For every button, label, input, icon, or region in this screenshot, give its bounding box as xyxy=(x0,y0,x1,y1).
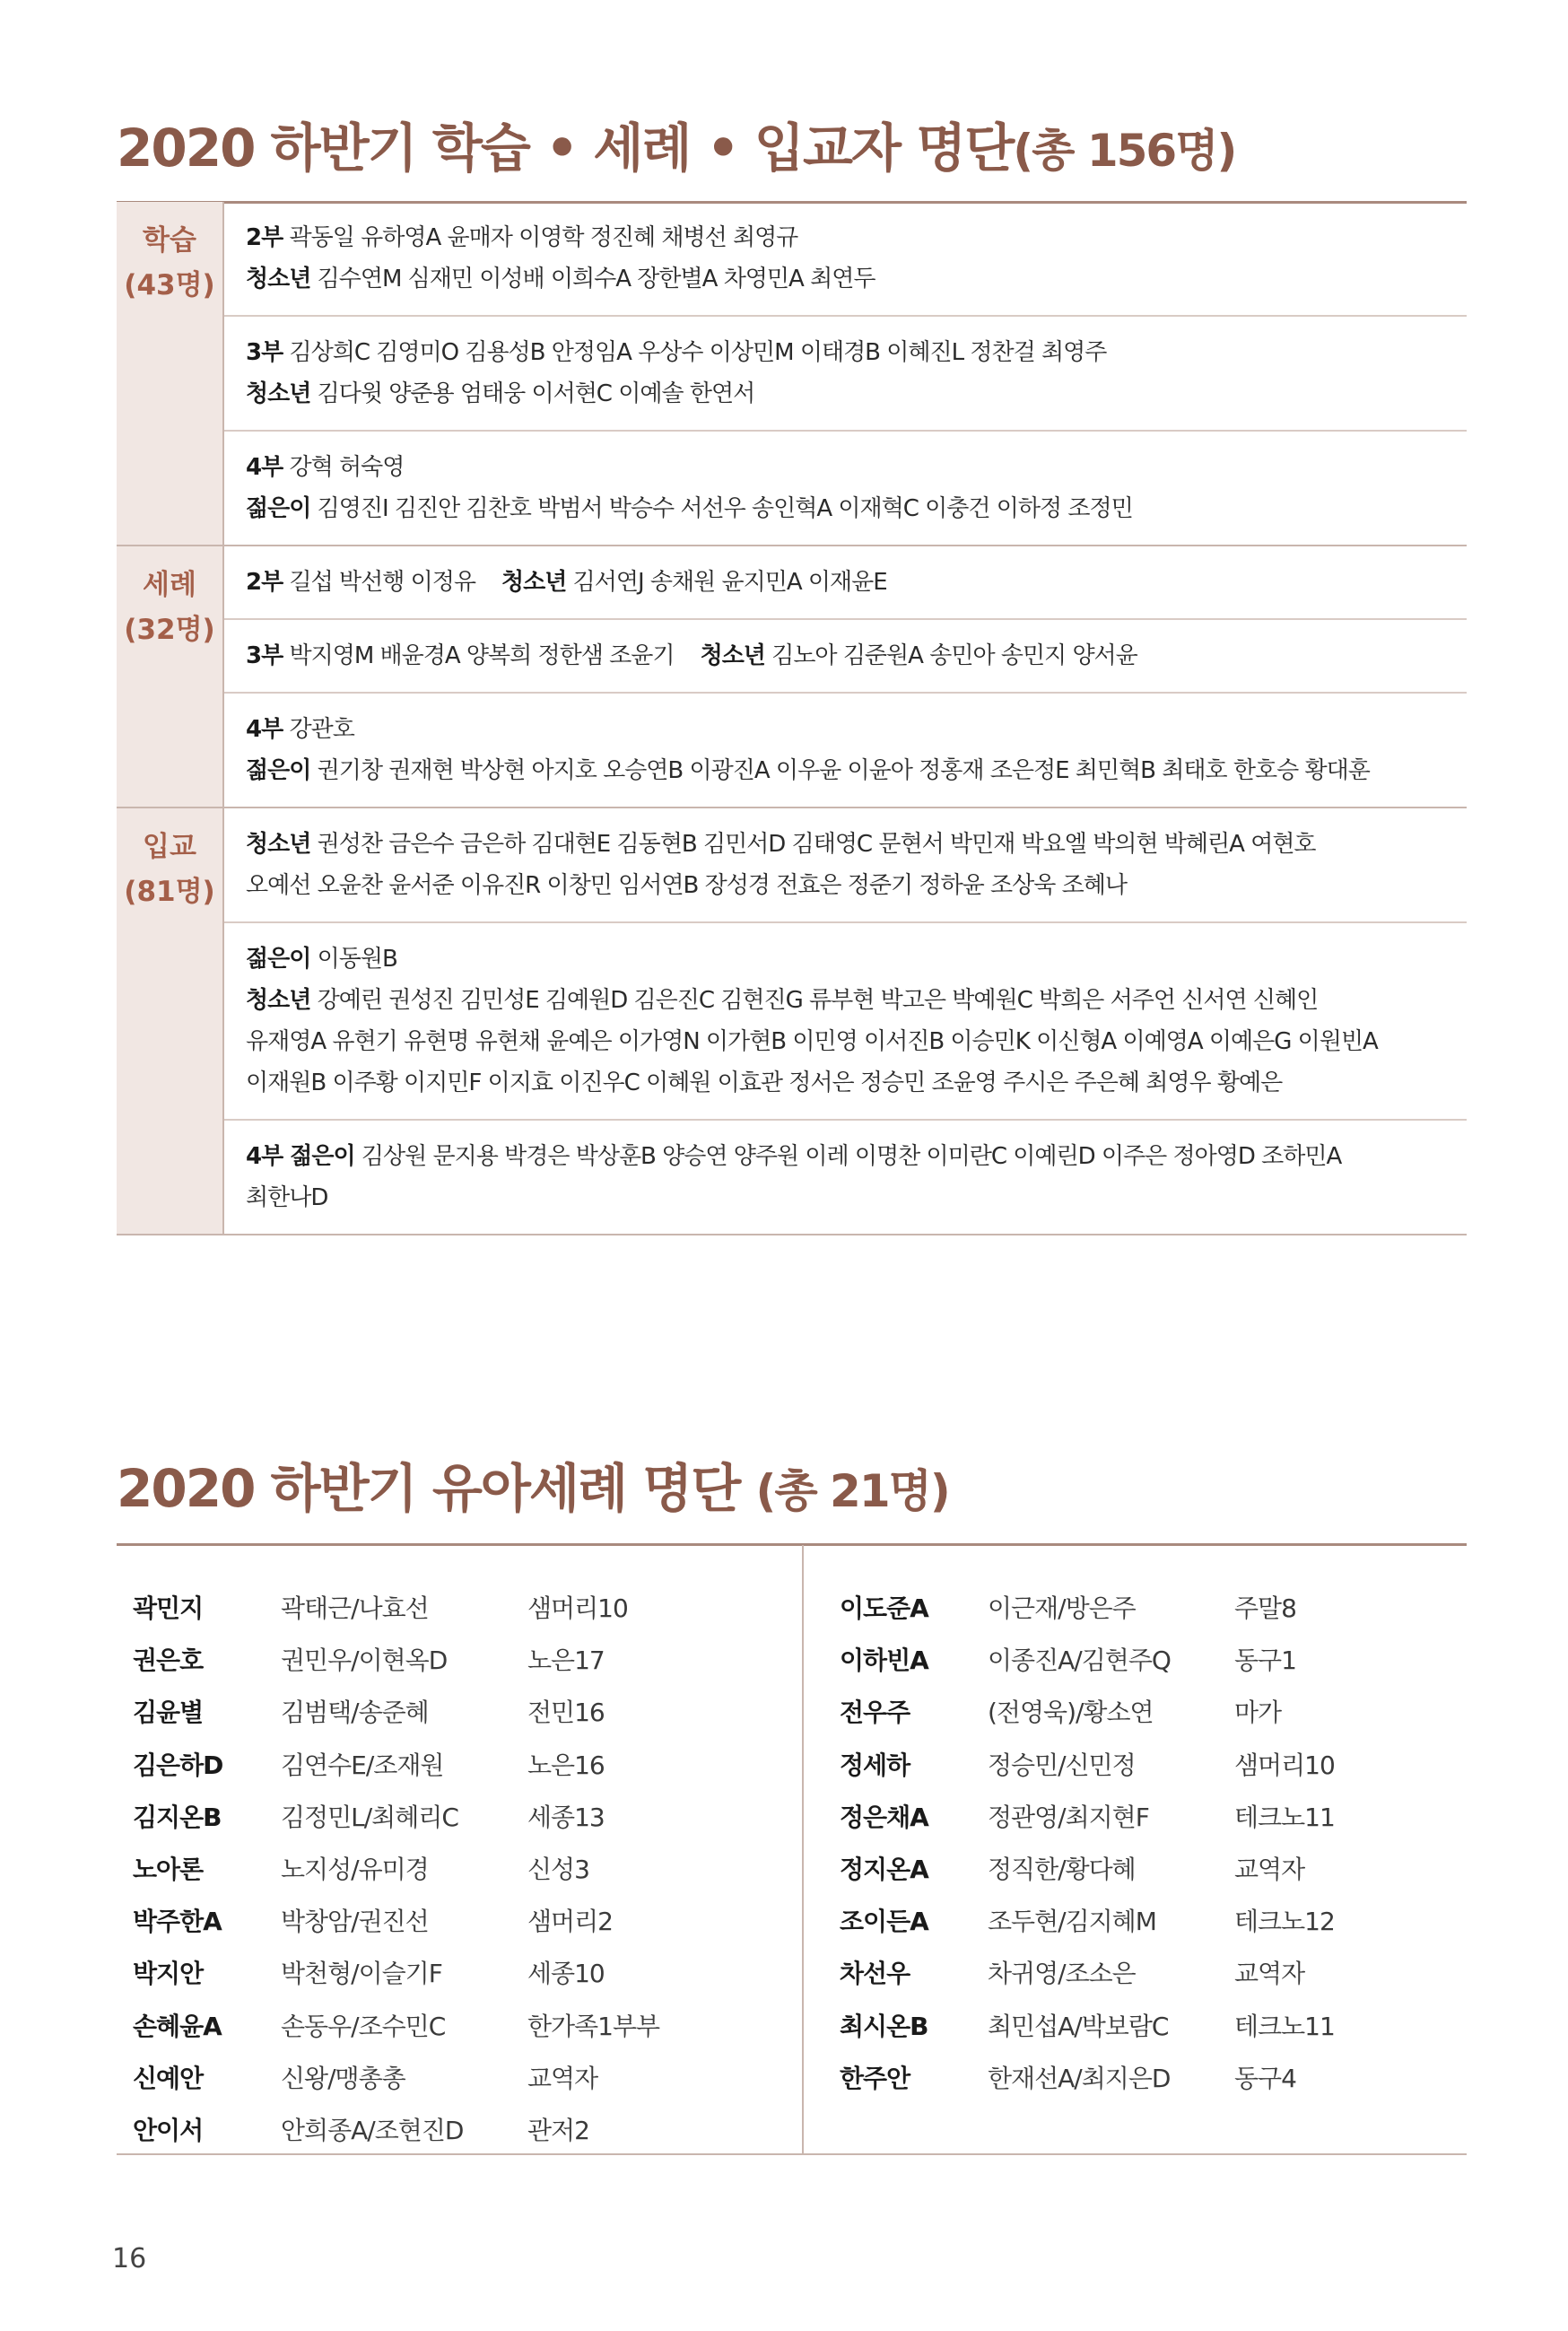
infant-name: 김윤별 xyxy=(133,1698,204,1728)
section2-total-count: (총 21명) xyxy=(755,1465,949,1517)
section1-title xyxy=(117,106,1235,181)
parent-names: 김범택/송준혜 xyxy=(281,1698,429,1728)
section2-title xyxy=(117,1446,949,1522)
parish-group: 세종10 xyxy=(527,1959,605,1989)
infant-name: 한주안 xyxy=(840,2063,910,2093)
parish-group: 노은16 xyxy=(527,1750,605,1780)
infant-row xyxy=(840,1999,1450,2051)
infant-name: 노아론 xyxy=(133,1855,204,1885)
infant-name: 정지온A xyxy=(840,1855,928,1885)
parent-names: 정직한/황다혜 xyxy=(988,1855,1136,1885)
parent-names: 노지성/유미경 xyxy=(281,1855,429,1885)
name-line xyxy=(246,258,1467,300)
infant-row xyxy=(840,1790,1450,1842)
infant-row xyxy=(133,1685,806,1737)
parent-names: 박천형/이슬기F xyxy=(281,1959,442,1989)
category-row xyxy=(117,808,1467,1235)
category-name: 입교 xyxy=(143,831,196,863)
name-list: 박지영M 배윤경A 양복희 정한샘 조윤기 xyxy=(289,642,675,669)
infant-name: 신예안 xyxy=(133,2063,204,2093)
category-count: (81명) xyxy=(124,876,215,908)
infant-name: 박주한A xyxy=(133,1907,222,1937)
service-group xyxy=(224,202,1467,317)
name-list: 오예선 오윤찬 윤서준 이유진R 이창민 임서연B 장성경 전효은 정준기 정하윤 조상욱 조혜나 xyxy=(246,872,1127,899)
parish-group: 마가 xyxy=(1234,1698,1282,1728)
category-body xyxy=(222,202,1467,545)
parish-group: 교역자 xyxy=(527,2063,598,2093)
name-line xyxy=(246,488,1467,529)
group-label: 4부 xyxy=(246,716,283,743)
infant-row xyxy=(840,1946,1450,1998)
parish-group: 테크노12 xyxy=(1234,1907,1335,1937)
infant-row xyxy=(133,2103,806,2155)
name-list: 김수연M 심재민 이성배 이희수A 장한별A 차영민A 최연두 xyxy=(317,266,875,292)
parent-names: (전영욱)/황소연 xyxy=(988,1698,1154,1728)
name-list: 강관호 xyxy=(289,716,354,743)
parish-group: 주말8 xyxy=(1234,1593,1296,1624)
name-list: 김노아 김준원A 송민아 송민지 양서윤 xyxy=(771,642,1137,669)
name-line xyxy=(246,865,1467,906)
name-list: 강혁 허숙영 xyxy=(289,454,405,481)
section2-title-text: 2020 하반기 유아세례 명단 xyxy=(117,1458,740,1519)
name-list: 김상원 문지용 박경은 박상훈B 양승연 양주원 이레 이명찬 이미란C 이예린D 이주은 정아영D 조하민A xyxy=(361,1143,1342,1170)
name-line xyxy=(246,373,1467,415)
parent-names: 권민우/이현옥D xyxy=(281,1646,448,1676)
infant-row xyxy=(133,1894,806,1946)
parish-group: 샘머리2 xyxy=(527,1907,613,1937)
infant-name: 이하빈A xyxy=(840,1646,928,1676)
group-label: 청소년 xyxy=(246,380,311,407)
name-line xyxy=(246,824,1467,865)
infant-name: 정세하 xyxy=(840,1750,910,1780)
name-line xyxy=(246,980,1467,1021)
category-cell xyxy=(117,808,222,1234)
group-label: 3부 xyxy=(246,642,283,669)
infant-name: 최시온B xyxy=(840,2011,928,2041)
parent-names: 조두현/김지혜M xyxy=(988,1907,1156,1937)
infant-row xyxy=(133,1738,806,1790)
parent-names: 박창암/권진선 xyxy=(281,1907,429,1937)
infant-row xyxy=(840,1738,1450,1790)
parent-names: 최민섭A/박보람C xyxy=(988,2011,1169,2041)
parish-group: 전민16 xyxy=(527,1698,605,1728)
infant-row xyxy=(133,1633,806,1685)
parish-group: 교역자 xyxy=(1234,1959,1305,1989)
infant-name: 곽민지 xyxy=(133,1593,204,1624)
parent-names: 김연수E/조재원 xyxy=(281,1750,444,1780)
parish-group: 신성3 xyxy=(527,1855,589,1885)
name-line xyxy=(246,939,1467,980)
parish-group: 교역자 xyxy=(1234,1855,1305,1885)
service-group xyxy=(224,694,1467,807)
name-line xyxy=(246,750,1467,791)
service-group xyxy=(224,317,1467,432)
infant-name: 김은하D xyxy=(133,1750,223,1780)
infant-row xyxy=(840,1581,1450,1633)
infant-list-left xyxy=(133,1581,806,2155)
parish-group: 관저2 xyxy=(527,2115,589,2145)
parent-names: 이근재/방은주 xyxy=(988,1593,1136,1624)
service-group xyxy=(224,1121,1467,1234)
category-body xyxy=(222,808,1467,1234)
column-divider xyxy=(802,1545,804,2155)
name-line xyxy=(246,1021,1467,1062)
name-line xyxy=(246,217,1467,258)
category-name: 세례 xyxy=(143,569,196,601)
infant-row xyxy=(840,1894,1450,1946)
parish-group: 테크노11 xyxy=(1234,1802,1335,1832)
name-line xyxy=(246,635,1467,677)
parent-names: 이종진A/김현주Q xyxy=(988,1646,1171,1676)
section1-title-text: 2020 하반기 학습 • 세례 • 입교자 명단 xyxy=(117,118,1014,179)
service-group xyxy=(224,923,1467,1121)
parent-names: 한재선A/최지은D xyxy=(988,2063,1171,2093)
name-line xyxy=(246,1177,1467,1218)
parish-group: 노은17 xyxy=(527,1646,605,1676)
infant-name: 차선우 xyxy=(840,1959,910,1989)
parish-group: 한가족1부부 xyxy=(527,2011,660,2041)
infant-row xyxy=(840,1842,1450,1894)
section1-total-count: (총 156명) xyxy=(1013,125,1236,177)
infant-row xyxy=(133,1999,806,2051)
name-line xyxy=(246,447,1467,488)
infant-name: 권은호 xyxy=(133,1646,204,1676)
infant-row xyxy=(133,2051,806,2103)
parent-names: 김정민L/최혜리C xyxy=(281,1802,458,1832)
name-list: 김다윗 양준용 엄태웅 이서현C 이예솔 한연서 xyxy=(317,380,755,407)
name-list: 곽동일 유하영A 윤매자 이영학 정진혜 채병선 최영규 xyxy=(289,224,798,251)
name-list: 권기창 권재현 박상현 아지호 오승연B 이광진A 이우윤 이윤아 정홍재 조은정E 최민혁B 최태호 한호승 황대훈 xyxy=(317,757,1370,784)
infant-row xyxy=(133,1581,806,1633)
name-list: 강예린 권성진 김민성E 김예원D 김은진C 김현진G 류부현 박고은 박예원C 박희은 서주언 신서연 신혜인 xyxy=(317,987,1319,1014)
infant-name: 김지온B xyxy=(133,1802,222,1832)
category-row xyxy=(117,546,1467,808)
parish-group: 샘머리10 xyxy=(527,1593,628,1624)
parent-names: 손동우/조수민C xyxy=(281,2011,446,2041)
name-list: 김상희C 김영미O 김용성B 안정임A 우상수 이상민M 이태경B 이혜진L 정찬걸 최영주 xyxy=(289,339,1107,366)
name-list: 길섭 박선행 이정유 xyxy=(289,569,475,596)
group-label: 청소년 xyxy=(246,266,311,292)
name-list: 최한나D xyxy=(246,1184,328,1211)
group-label: 청소년 xyxy=(246,831,311,858)
category-cell xyxy=(117,202,222,545)
infant-name: 조이든A xyxy=(840,1907,928,1937)
parent-names: 곽태근/나효선 xyxy=(281,1593,429,1624)
name-line xyxy=(246,562,1467,603)
infant-name: 박지안 xyxy=(133,1959,204,1989)
name-list: 김서연J 송채원 윤지민A 이재윤E xyxy=(572,569,887,596)
parish-group: 샘머리10 xyxy=(1234,1750,1335,1780)
infant-name: 손혜윤A xyxy=(133,2011,222,2041)
infant-baptism-table xyxy=(117,1545,1467,2155)
name-line xyxy=(246,332,1467,373)
infant-row xyxy=(840,1685,1450,1737)
category-count: (43명) xyxy=(124,269,215,301)
group-label: 3부 xyxy=(246,339,283,366)
group-label: 청소년 xyxy=(700,642,765,669)
service-group xyxy=(224,432,1467,545)
group-label: 젊은이 xyxy=(246,946,311,973)
service-group xyxy=(224,620,1467,694)
group-label: 청소년 xyxy=(501,569,567,596)
infant-name: 정은채A xyxy=(840,1802,928,1832)
page-number: 16 xyxy=(112,2243,147,2274)
name-line xyxy=(246,1136,1467,1177)
name-list: 김영진I 김진안 김찬호 박범서 박승수 서선우 송인혁A 이재혁C 이충건 이하정 조정민 xyxy=(317,495,1133,522)
infant-name: 이도준A xyxy=(840,1593,928,1624)
group-label: 4부 xyxy=(246,454,283,481)
name-list: 이재원B 이주황 이지민F 이지효 이진우C 이혜원 이효관 정서은 정승민 조윤영 주시은 주은혜 최영우 황예은 xyxy=(246,1069,1283,1096)
group-label: 젊은이 xyxy=(246,495,311,522)
parent-names: 정관영/최지현F xyxy=(988,1802,1149,1832)
name-list: 이동원B xyxy=(317,946,397,973)
service-group xyxy=(224,546,1467,620)
parent-names: 정승민/신민정 xyxy=(988,1750,1136,1780)
infant-row xyxy=(133,1842,806,1894)
category-name: 학습 xyxy=(143,224,196,257)
group-label: 2부 xyxy=(246,569,283,596)
name-list: 권성찬 금은수 금은하 김대현E 김동현B 김민서D 김태영C 문현서 박민재 박요엘 박의현 박혜린A 여현호 xyxy=(317,831,1316,858)
name-line xyxy=(246,709,1467,750)
confirmation-table xyxy=(117,202,1467,1235)
parent-names: 안희종A/조현진D xyxy=(281,2115,464,2145)
infant-row xyxy=(840,2051,1450,2103)
parish-group: 동구4 xyxy=(1234,2063,1296,2093)
infant-row xyxy=(133,1946,806,1998)
infant-name: 안이서 xyxy=(133,2115,204,2145)
group-label: 2부 xyxy=(246,224,283,251)
infant-row xyxy=(133,1790,806,1842)
category-cell xyxy=(117,546,222,807)
parent-names: 신왕/맹총총 xyxy=(281,2063,405,2093)
group-label: 청소년 xyxy=(246,987,311,1014)
infant-row xyxy=(840,1633,1450,1685)
infant-list-right xyxy=(840,1581,1450,2103)
category-row xyxy=(117,202,1467,546)
group-label: 젊은이 xyxy=(246,757,311,784)
group-label: 4부 젊은이 xyxy=(246,1143,355,1170)
parish-group: 동구1 xyxy=(1234,1646,1296,1676)
infant-name: 전우주 xyxy=(840,1698,910,1728)
name-line xyxy=(246,1062,1467,1104)
category-body xyxy=(222,546,1467,807)
parish-group: 테크노11 xyxy=(1234,2011,1335,2041)
parish-group: 세종13 xyxy=(527,1802,605,1832)
category-count: (32명) xyxy=(124,614,215,646)
parent-names: 차귀영/조소은 xyxy=(988,1959,1136,1989)
service-group xyxy=(224,808,1467,923)
name-list: 유재영A 유현기 유현명 유현채 윤예은 이가영N 이가현B 이민영 이서진B 이승민K 이신형A 이예영A 이예은G 이원빈A xyxy=(246,1028,1378,1055)
